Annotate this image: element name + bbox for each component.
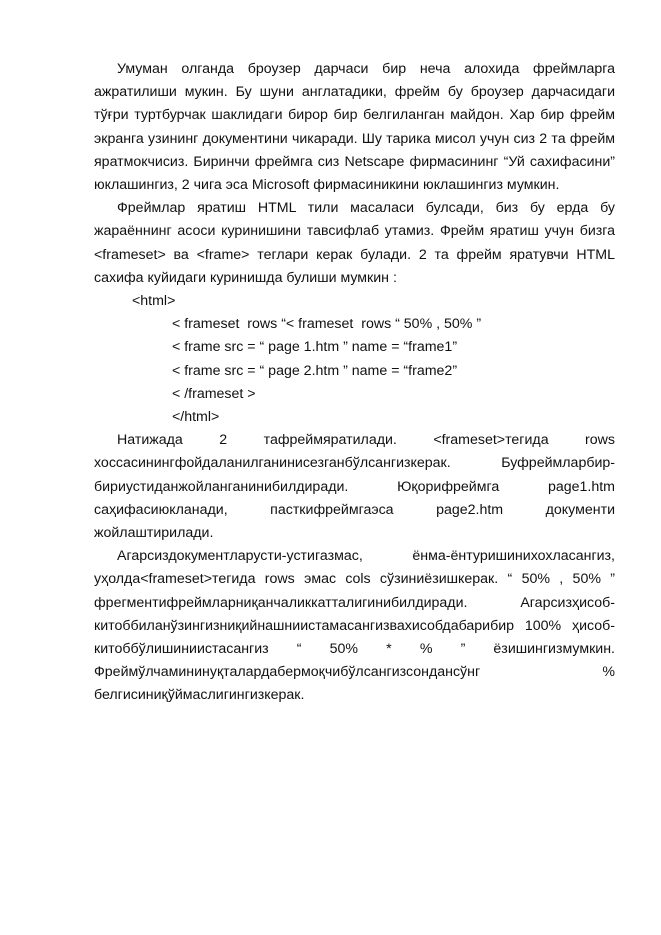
paragraph-intro: Умуман олганда броузер дарчаси бир неча алохида фреймларга ажратилиши мукин. Бу шуни англатадики, фрейм бу броузер дарчасидаги тўғри туртбурчак шаклидаги бирор бир белгиланган майдон. Хар бир фрейм экранга узининг документини чикаради. Шу тарика мисол учун сиз 2 та фрейм яратмокчисиз. Биринчи фреймга сиз Netscape фирмасининг “Уй сахифасини” юклашингиз, 2 чига эса Microsoft фирмасиникини юклашингиз мумкин. [94,61,615,194]
code-line: <html> [132,293,176,310]
paragraph-frames-html: Фреймлар яратиш HTML тили масаласи булсади, биз бу ерда бу жараённинг асоси куринишини тавсифлаб утамиз. Фрейм яратиш учун бизга <frameset> ва <frame> теглари керак булади. 2 та фрейм яратувчи HTML сахифа куйидаги куринишда булиши мумкин : [94,200,615,286]
code-example [94,290,615,429]
code-line: < /frameset > [172,385,256,402]
code-line: < frameset rows “< frameset rows “ 50% , 50% ” [172,316,482,333]
code-line: </html> [172,409,220,426]
document-body [94,58,615,708]
code-line: < frame src = “ page 2.htm ” name = “frame2” [172,362,458,379]
code-line: < frame src = “ page 1.htm ” name = “frame1” [172,339,458,356]
paragraph-cols: Агарсиздокументларусти-устигазмас, ёнма-ёнтуришинихохласангиз, уҳолда<frameset>тегида rows эмас cols сўзиниёзишкерак. “ 50% , 50% ” фрегментифреймларниқанчаликкатталигинибилдиради. Агарсизҳисоб-китоббиланўзингизниқийнашниистамасангизвахисобдабарибир 100% ҳисоб-китоббўлишиниистасангиз “ 50% * % ” ёзишингизмумкин. Фреймўлчамининуқталардабермоқчибўлсангизсондансўнг % белгисиниқўймаслигингизкерак. [94,548,615,704]
paragraph-result: Натижада 2 тафреймяратилади. <frameset>тегида rows хоссасинингфойдаланилганинисезганбўлсангизкерак. Буфреймларбир-бириустиданжойланганинибилдиради. Юқорифреймга page1.htm саҳифасиюкланади, пасткифреймгаэса page2.htm документи жойлаштирилади. [94,432,615,542]
